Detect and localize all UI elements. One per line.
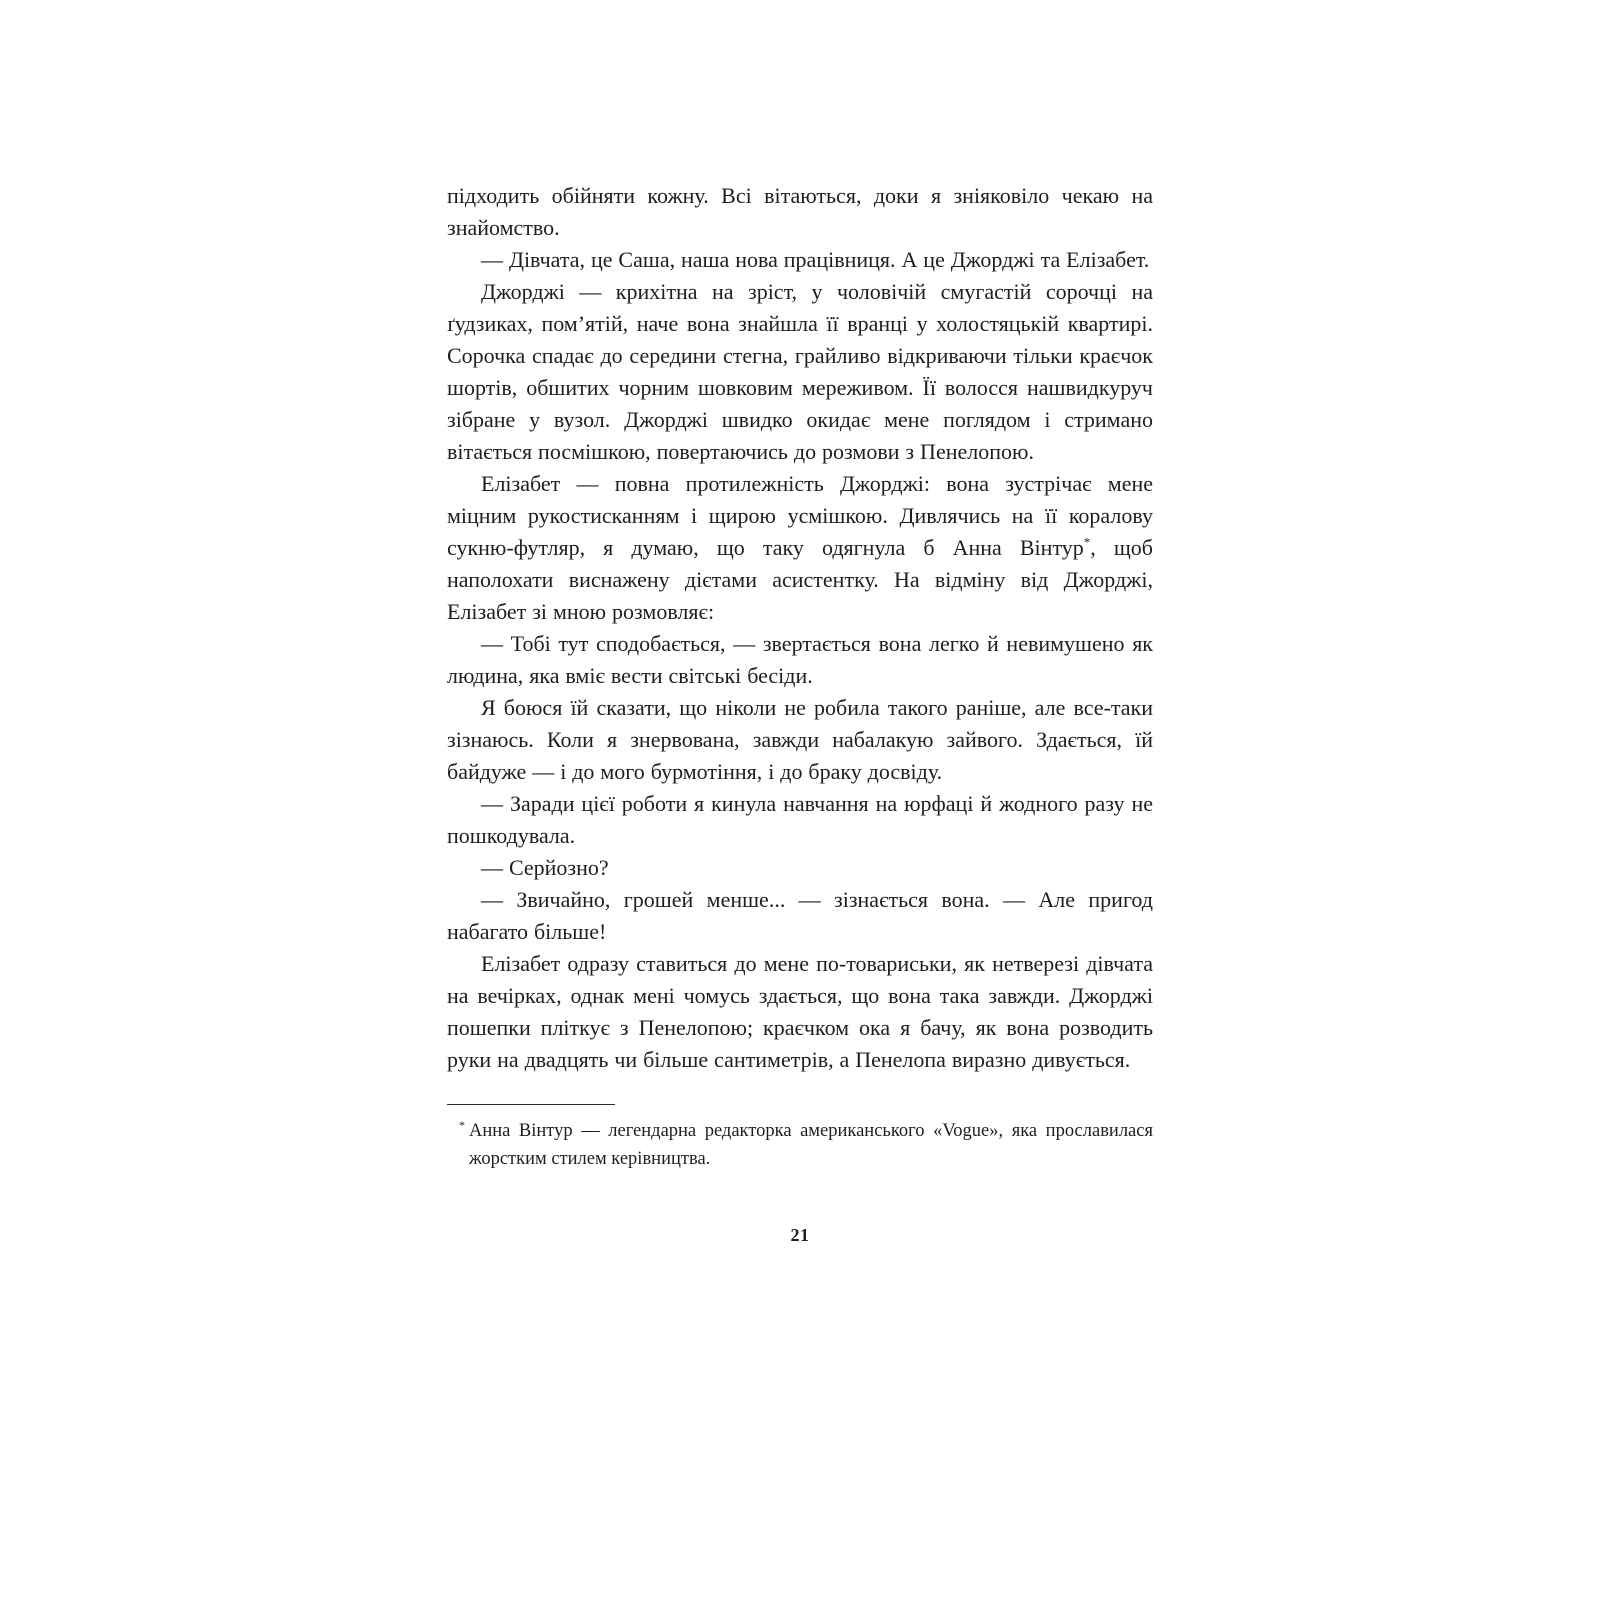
body-text [447, 180, 1153, 1076]
footnote-reference-marker: * [1083, 534, 1091, 550]
paragraph: Я боюся їй сказати, що ніколи не робила такого раніше, але все-таки зізнаюсь. Коли я знервована, завжди набалакую зайвого. Здається, їй байдуже — і до мого бурмотіння, і до браку досвіду. [447, 695, 1153, 784]
book-page [447, 0, 1153, 1246]
paragraph: Елізабет — повна протилежність Джорджі: вона зустрічає мене міцним рукостисканням і щирою усмішкою. Дивлячись на її коралову сукню-футляр, я думаю, що таку одягнула б Анна Вінтур*, щоб наполохати виснажену дієтами асистентку. На відміну від Джорджі, Елізабет зі мною розмовляє: [447, 471, 1154, 624]
paragraph: — Звичайно, грошей менше... — зізнається вона. — Але пригод набагато більше! [447, 887, 1153, 944]
paragraph: — Серйозно? [481, 855, 609, 880]
paragraph: — Тобі тут сподобається, — звертається вона легко й невимушено як людина, яка вміє вести світські бесіди. [447, 631, 1153, 688]
paragraph: — Заради цієї роботи я кинула навчання на юрфаці й жодного разу не пошкодувала. [447, 791, 1153, 848]
paragraph: підходить обійняти кожну. Всі вітаються, доки я зніяковіло чекаю на знайомство. [447, 183, 1153, 240]
footnote-marker: * [459, 1117, 465, 1132]
paragraph: — Дівчата, це Саша, наша нова працівниця. А це Джорджі та Елізабет. [481, 247, 1150, 272]
footnote [447, 1117, 1153, 1173]
paragraph: Джорджі — крихітна на зріст, у чоловічій смугастій сорочці на ґудзиках, пом’ятій, наче вона знайшла її вранці у холостяцькій квартирі. Сорочка спадає до середини стегна, грайливо відкриваючи тільки краєчок шортів, обшитих чорним шовковим мереживом. Її волосся нашвидкуруч зібране у вузол. Джорджі швидко окидає мене поглядом і стримано вітається посмішкою, повертаючись до розмови з Пенелопою. [447, 279, 1153, 464]
paragraph: Елізабет одразу ставиться до мене по-товариськи, як нетверезі дівчата на вечірках, однак мені чомусь здається, що вона така завжди. Джорджі пошепки пліткує з Пенелопою; краєчком ока я бачу, як вона розводить руки на двадцять чи більше сантиметрів, а Пенелопа виразно дивується. [447, 951, 1153, 1072]
footnote-separator [447, 1104, 615, 1105]
page-number: 21 [790, 1225, 810, 1245]
footnote-text: Анна Вінтур — легендарна редакторка американського «Vogue», яка прославилася жорстким стилем керівництва. [469, 1121, 1153, 1169]
